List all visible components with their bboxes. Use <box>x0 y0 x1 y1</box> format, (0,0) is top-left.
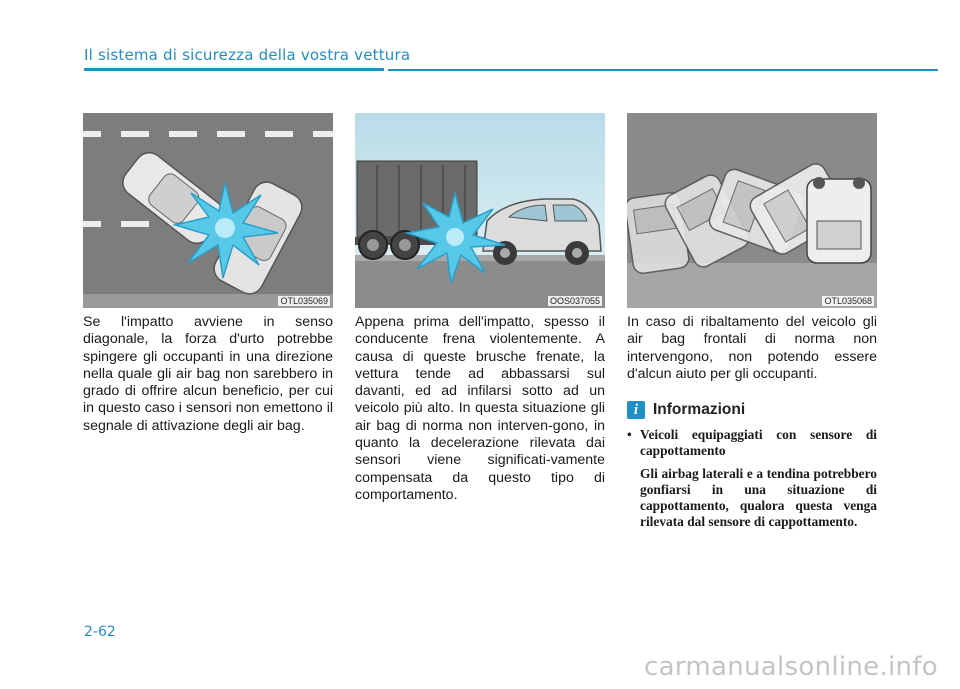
figure-diagonal-impact <box>83 113 333 308</box>
info-paragraph: Gli airbag laterali e a tendina potrebbero gonfiarsi in una situazione di cappottamento, qualora questa venga rilevata dal sensore di cappottamento. <box>640 465 877 530</box>
underride-impact-illustration <box>355 113 605 308</box>
figure-caption: OOS037055 <box>549 296 600 306</box>
info-bullet <box>627 427 877 460</box>
info-title: Informazioni <box>653 401 746 418</box>
watermark: carmanualsonline.info <box>643 652 938 682</box>
paragraph-underride-impact: Appena prima dell'impatto, spesso il conducente frena violentemente. A causa di queste brusche frenate, la vettura tende ad abbassarsi sul davanti, ed ad infilarsi sotto ad un veicolo più alto. In questa situazione gli air bag di norma non interven-gono, in quanto la decelerazione rilevata dai sensori viene significati-vamente compensata da questo tipo di comportamento. <box>355 314 605 503</box>
paragraph-diagonal-impact: Se l'impatto avviene in senso diagonale, la forza d'urto potrebbe spingere gli occupanti in una direzione nella quale gli air bag non sarebbero in grado di offrire alcun beneficio, per cui in questo caso i sensori non emettono il segnale di attivazione degli air bag. <box>83 314 333 434</box>
diagonal-impact-illustration <box>83 113 333 308</box>
bullet-icon: • <box>627 427 632 442</box>
paragraph-rollover: In caso di ribaltamento del veicolo gli air bag frontali di norma non intervengono, non potendo essere d'alcun aiuto per gli occupanti. <box>627 314 877 382</box>
figure-caption: OTL035068 <box>824 296 872 306</box>
rollover-illustration <box>627 113 877 308</box>
figure-caption: OTL035069 <box>280 296 328 306</box>
info-box-header <box>627 401 745 419</box>
info-icon: i <box>627 401 645 419</box>
header-rule-thin <box>388 69 938 71</box>
section-title: Il sistema di sicurezza della vostra vettura <box>84 46 411 64</box>
figure-underride-impact <box>355 113 605 308</box>
header-rule-thick <box>84 68 384 71</box>
page-number: 2-62 <box>84 624 116 640</box>
info-bullet-text: Veicoli equipaggiati con sensore di cappottamento <box>640 427 877 459</box>
figure-rollover <box>627 113 877 308</box>
info-note <box>627 427 877 531</box>
